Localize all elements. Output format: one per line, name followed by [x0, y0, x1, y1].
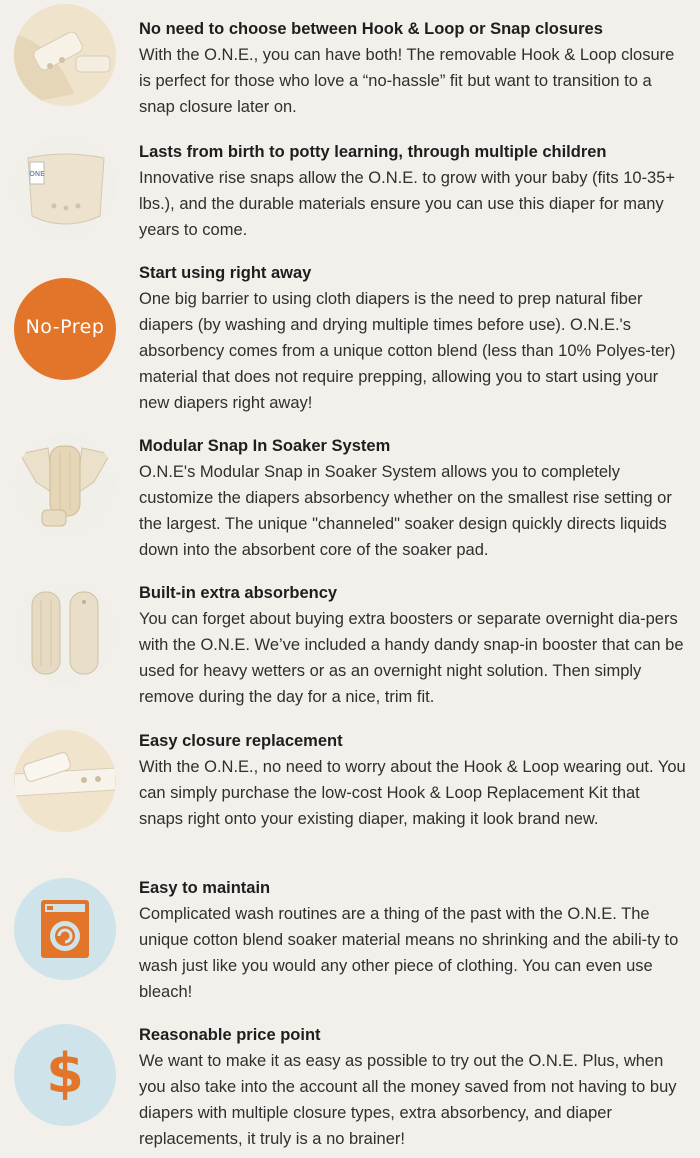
feature-description: With the O.N.E., you can have both! The removable Hook & Loop closure is perfect for those who love a “no-hassle” fit but want to transition to a snap closure later on. [139, 46, 675, 116]
hook-loop-snap-closure-photo-icon [14, 4, 116, 106]
feature-title: Lasts from birth to potty learning, through multiple children [139, 143, 607, 161]
feature-title: Start using right away [139, 264, 312, 282]
diaper-photo-icon [14, 136, 116, 238]
no-prep-badge-icon: No-Prep [14, 278, 116, 380]
feature-title: Easy closure replacement [139, 732, 343, 750]
feature-title: Easy to maintain [139, 879, 271, 897]
closure-replacement-photo-icon [14, 730, 116, 832]
svg-text:ONE: ONE [29, 170, 45, 178]
feature-title: Modular Snap In Soaker System [139, 437, 391, 455]
feature-description: With the O.N.E., no need to worry about the Hook & Loop wearing out. You can simply purchase the low-cost Hook & Loop Replacement Kit that snaps right onto your existing diaper, making it look brand new. [139, 758, 686, 828]
feature-title: No need to choose between Hook & Loop or Snap closures [139, 20, 603, 38]
dollar-sign-icon: $ [14, 1024, 116, 1126]
feature-description: Innovative rise snaps allow the O.N.E. to grow with your baby (fits 10-35+ lbs.), and the durable materials ensure you can use this diaper for many years to come. [139, 169, 676, 239]
feature-description: Complicated wash routines are a thing of the past with the O.N.E. The unique cotton blend soaker material means no shrinking and the abili-ty to wash just like you would any other piece of clothing. You can even use bleach! [139, 905, 679, 1001]
feature-description: One big barrier to using cloth diapers is the need to prep natural fiber diapers (by washing and drying multiple times before use). O.N.E.'s absorbency comes from a unique cotton blend (less than 10% Polyes-ter) material that does not require prepping, allowing you to start using your new diapers right away! [139, 290, 676, 412]
feature-description: We want to make it as easy as possible to try out the O.N.E. Plus, when you also take into the account all the money saved from not having to buy diapers with multiple closure types, extra absorbency, and diaper replacements, it truly is a no brainer! [139, 1052, 677, 1148]
washing-machine-icon [14, 878, 116, 980]
soaker-pads-photo-icon [14, 582, 116, 684]
feature-description: O.N.E's Modular Snap in Soaker System allows you to completely customize the diapers absorbency whether on the smallest rise setting or the largest. The unique "channeled" soaker design quickly directs liquids down into the absorbent core of the soaker pad. [139, 463, 672, 559]
feature-title: Built-in extra absorbency [139, 584, 338, 602]
feature-description: You can forget about buying extra boosters or separate overnight dia-pers with the O.N.E. We’ve included a handy dandy snap-in booster that can be used for heavy wetters or as an overnight night solution. Then simply remove during the day for a nice, trim fit. [139, 610, 684, 706]
feature-title: Reasonable price point [139, 1026, 321, 1044]
open-diaper-soaker-photo-icon [14, 434, 116, 536]
